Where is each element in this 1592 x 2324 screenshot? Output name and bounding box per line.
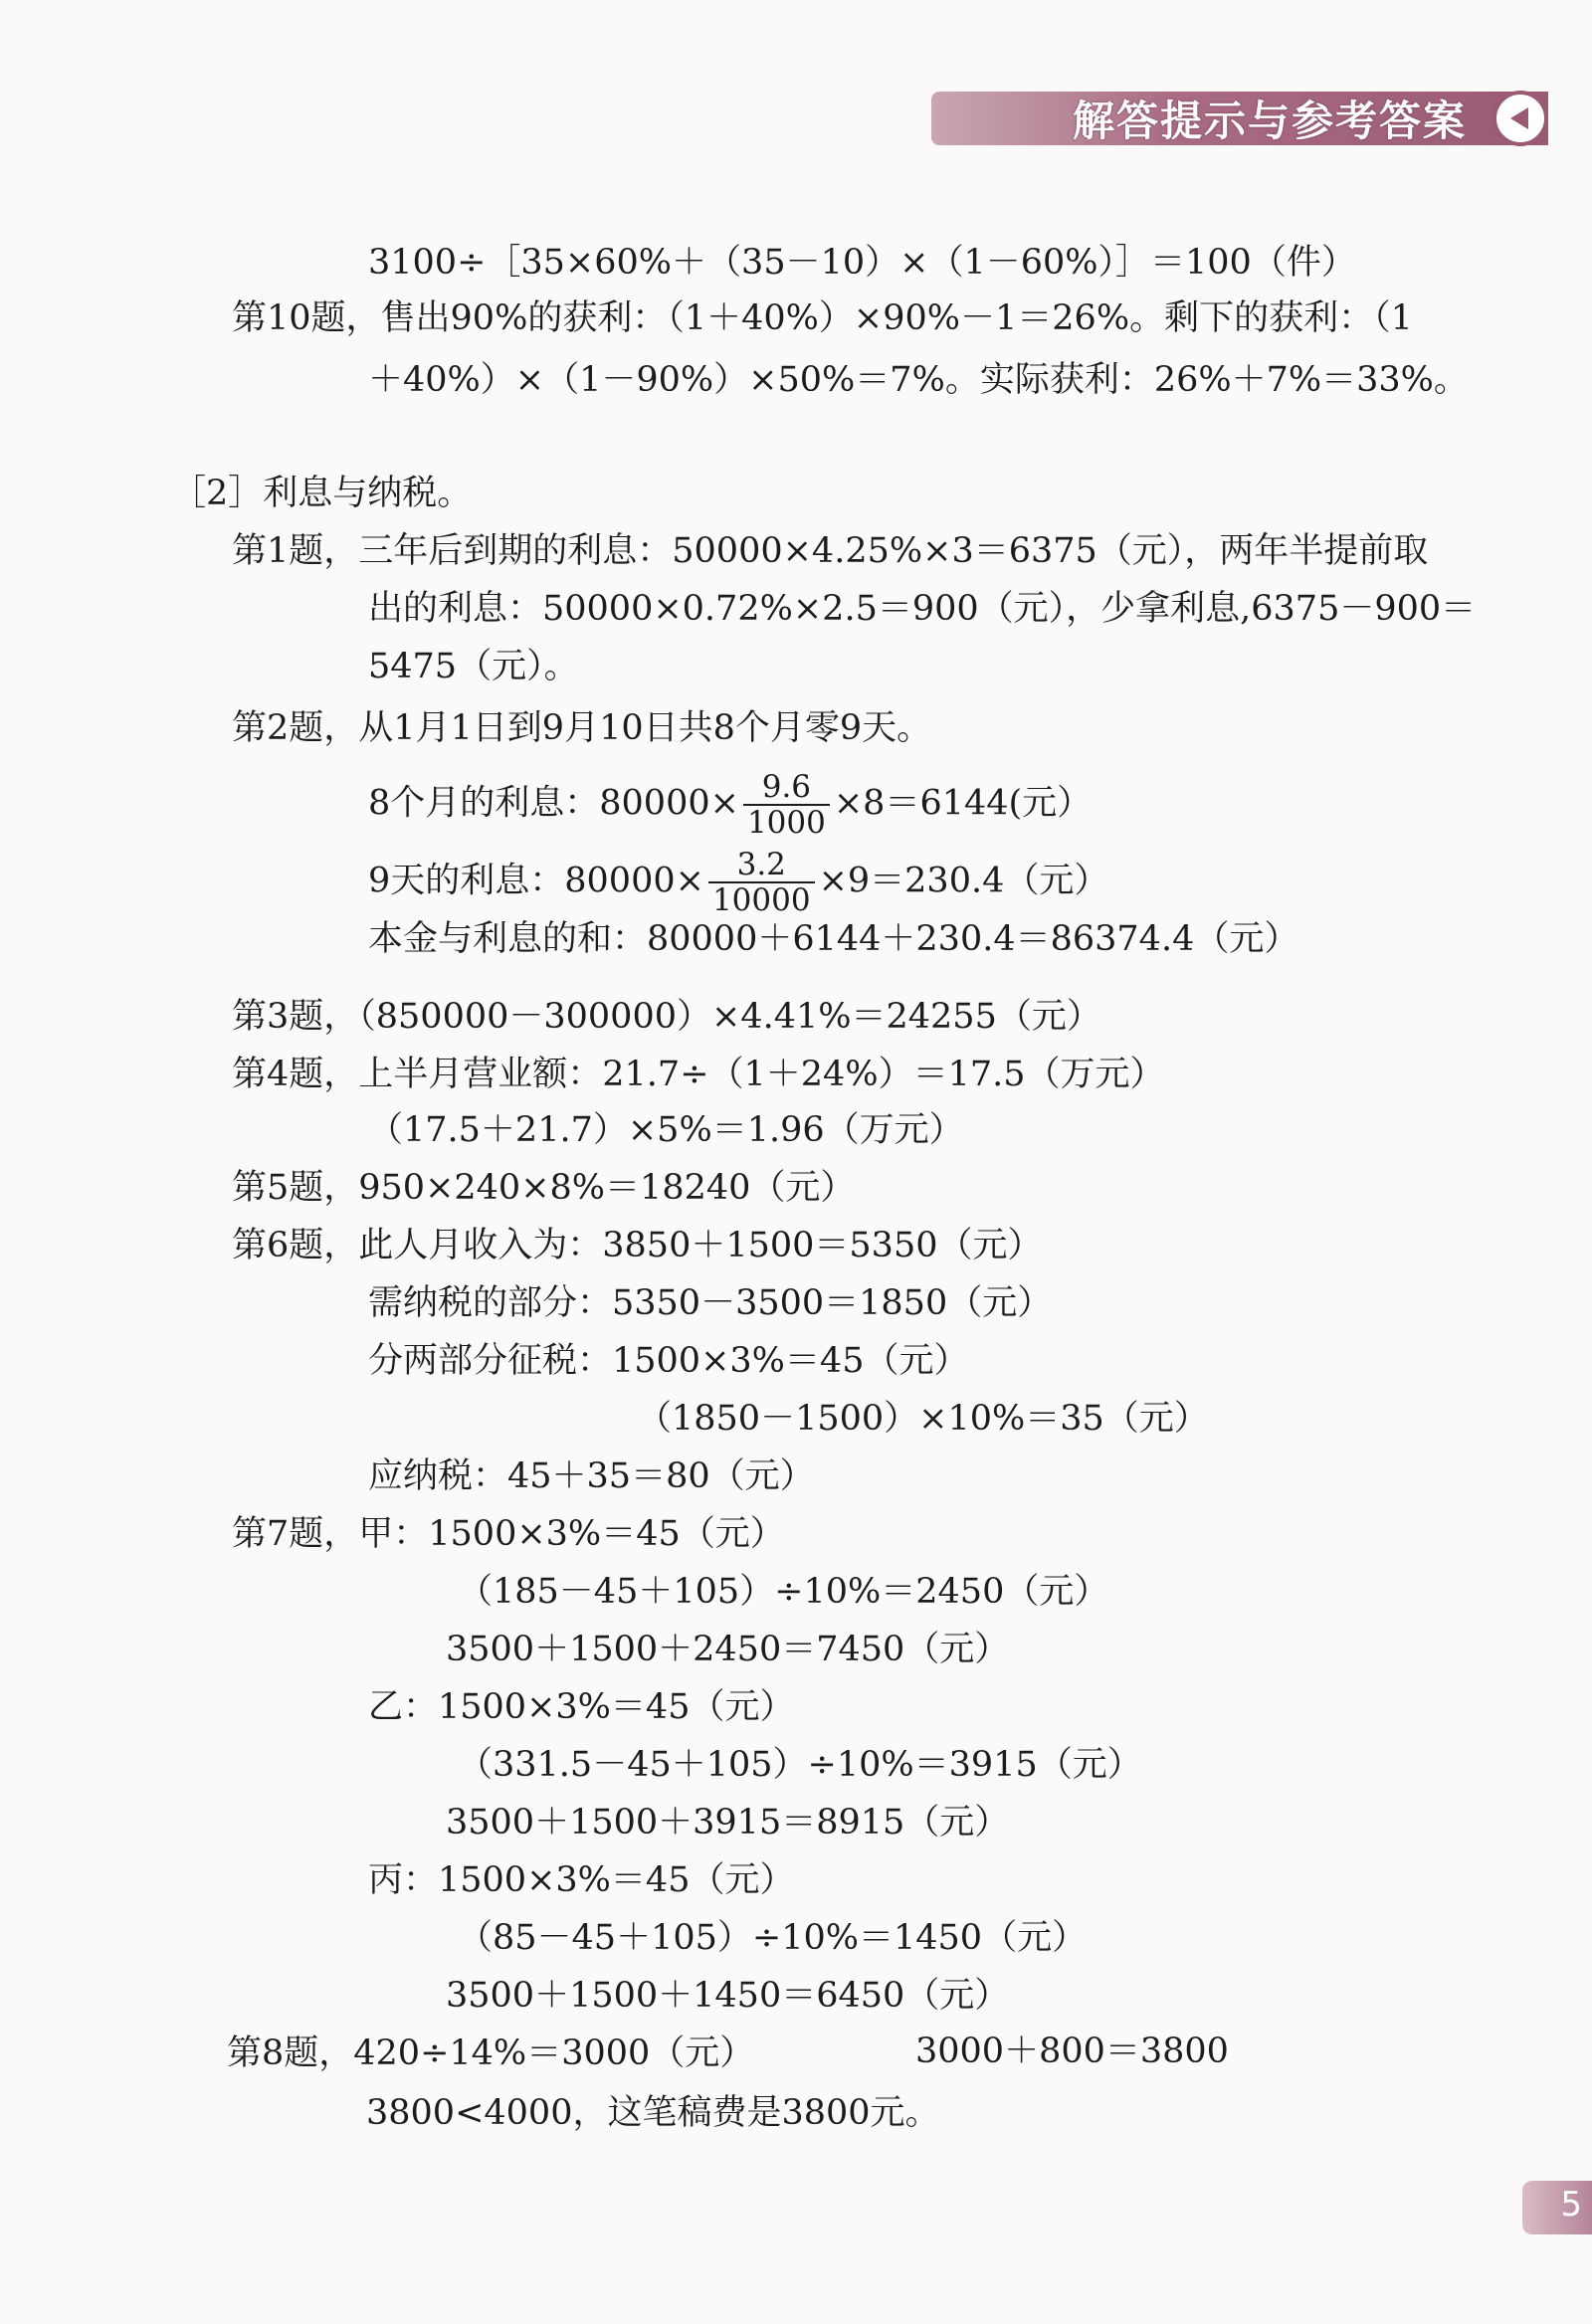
fraction-denominator: 1000 <box>746 805 826 841</box>
answer-line: 出的利息：50000×0.72%×2.5＝900（元），少拿利息,6375－900＝ <box>368 589 1477 629</box>
answer-line: 5475（元）。 <box>368 647 579 686</box>
answer-line: 第4题，上半月营业额：21.7÷（1＋24%）＝17.5（万元） <box>232 1055 1165 1094</box>
answer-line: 第8题，420÷14%＝3000（元） <box>227 2034 755 2073</box>
expression-text: 8个月的利息：80000× <box>368 783 739 824</box>
answer-line: 分两部分征税：1500×3%＝45（元） <box>368 1341 969 1381</box>
arrow-left-icon <box>1492 91 1548 146</box>
answer-line: 第2题，从1月1日到9月10日共8个月零9天。 <box>232 708 932 748</box>
expression-text: ×9＝230.4（元） <box>818 861 1109 901</box>
answer-line-with-fraction <box>368 770 1092 840</box>
answer-line: （185－45＋105）÷10%＝2450（元） <box>458 1572 1109 1612</box>
answer-line: （331.5－45＋105）÷10%＝3915（元） <box>458 1745 1142 1785</box>
answer-line: 应纳税：45＋35＝80（元） <box>368 1456 815 1496</box>
answer-line: 第7题，甲：1500×3%＝45（元） <box>232 1514 785 1554</box>
answer-line: 3500＋1500＋2450＝7450（元） <box>446 1630 1010 1669</box>
fraction <box>708 848 815 917</box>
answer-line: 第10题，售出90%的获利：（1＋40%）×90%－1＝26%。剩下的获利：（1 <box>232 298 1413 338</box>
fraction-numerator: 9.6 <box>743 770 830 806</box>
answer-line: （85－45＋105）÷10%＝1450（元） <box>458 1918 1088 1958</box>
answer-line: 需纳税的部分：5350－3500＝1850（元） <box>368 1283 1053 1323</box>
answer-line: 丙：1500×3%＝45（元） <box>368 1860 795 1900</box>
answer-line: 3500＋1500＋3915＝8915（元） <box>446 1803 1010 1842</box>
answer-line: 第3题，（850000－300000）×4.41%＝24255（元） <box>232 997 1101 1037</box>
section-heading: ［2］利息与纳税。 <box>171 474 473 513</box>
answer-line: 3100÷［35×60%＋（35－10）×（1－60%）］＝100（件） <box>368 243 1356 283</box>
answer-line: 3500＋1500＋1450＝6450（元） <box>446 1976 1010 2016</box>
answer-line: （1850－1500）×10%＝35（元） <box>637 1399 1209 1439</box>
fraction-denominator: 10000 <box>711 882 811 918</box>
fraction <box>743 770 830 840</box>
section-title: 解答提示与参考答案 <box>1072 97 1467 145</box>
answer-line: 第6题，此人月收入为：3850＋1500＝5350（元） <box>232 1226 1043 1265</box>
answer-line-with-fraction <box>368 848 1108 917</box>
answer-line: 3000＋800＝3800 <box>915 2032 1229 2071</box>
answer-line: 3800<4000，这笔稿费是3800元。 <box>366 2093 940 2133</box>
expression-text: 9天的利息：80000× <box>368 861 704 901</box>
expression-text: ×8＝6144(元） <box>833 783 1093 824</box>
answer-line: 第1题，三年后到期的利息：50000×4.25%×3＝6375（元），两年半提前取 <box>232 531 1429 571</box>
fraction-numerator: 3.2 <box>708 848 815 883</box>
answer-line: ＋40%）×（1－90%）×50%＝7%。实际获利：26%＋7%＝33%。 <box>368 360 1469 400</box>
answer-line: 乙：1500×3%＝45（元） <box>368 1687 795 1727</box>
page-number: 5 <box>1560 2185 1582 2225</box>
section-header-tab <box>931 88 1548 149</box>
answer-line: （17.5＋21.7）×5%＝1.96（万元） <box>368 1110 964 1150</box>
answer-line: 本金与利息的和：80000＋6144＋230.4＝86374.4（元） <box>368 919 1299 959</box>
answer-line: 第5题，950×240×8%＝18240（元） <box>232 1168 856 1208</box>
